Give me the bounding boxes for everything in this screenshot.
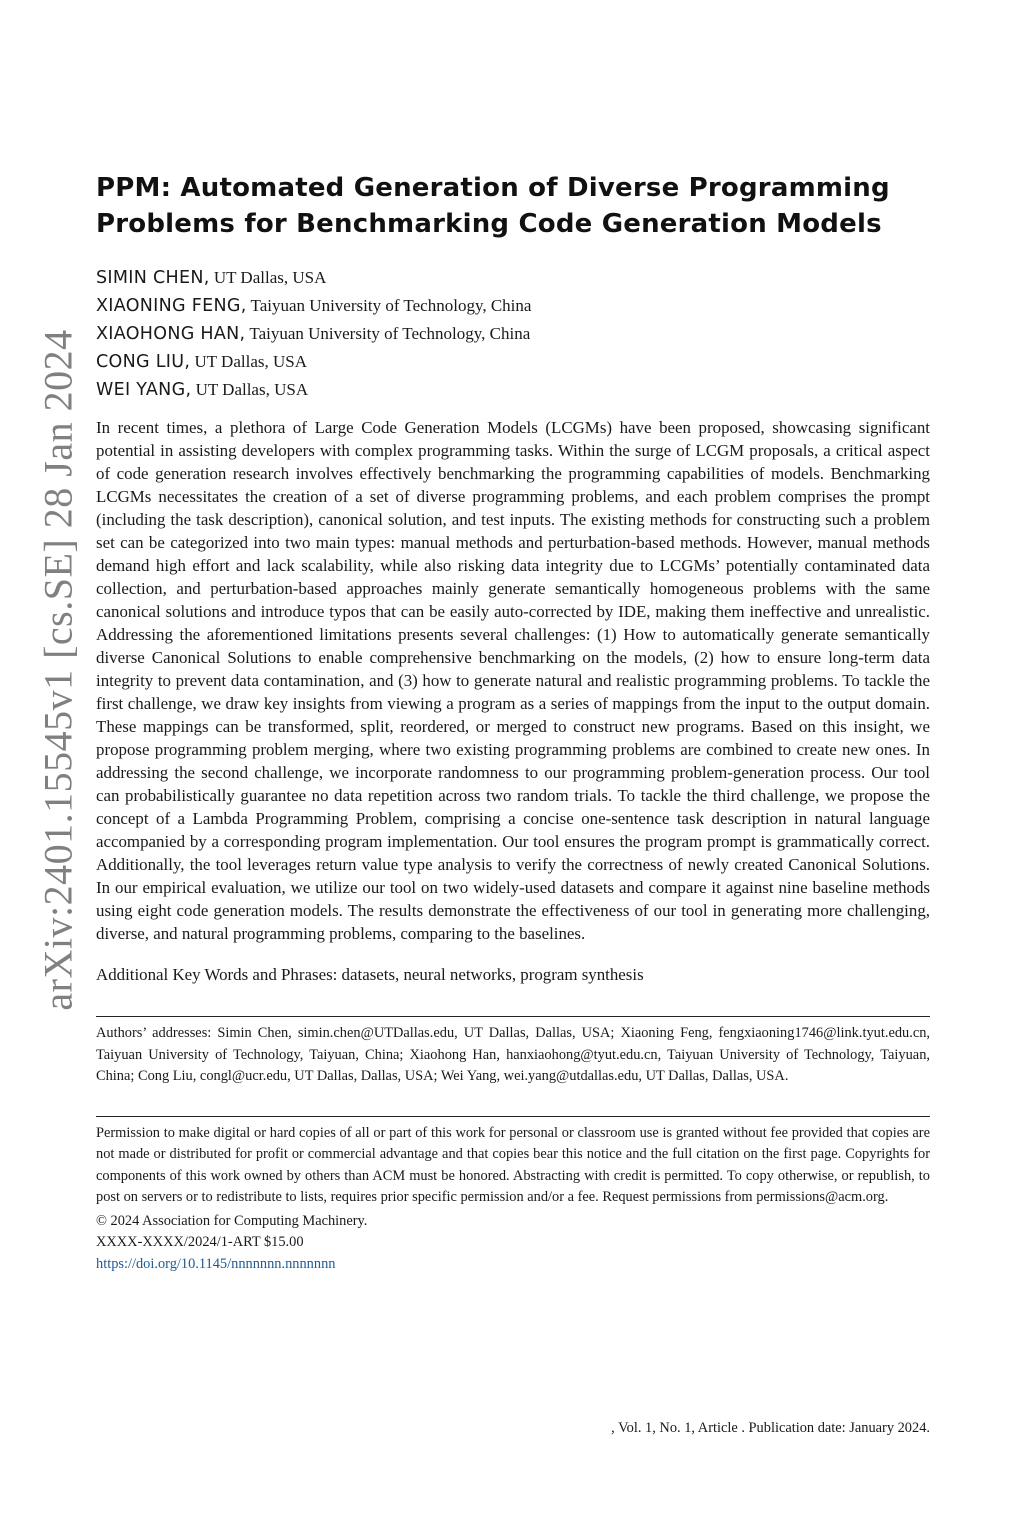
author-item — [96, 348, 930, 376]
page-footer: , Vol. 1, No. 1, Article . Publication date: January 2024. — [611, 1420, 930, 1436]
paper-first-page — [96, 170, 930, 1275]
author-item — [96, 264, 930, 292]
author-item — [96, 376, 930, 404]
permission-notice: Permission to make digital or hard copies of all or part of this work for personal or classroom use is granted without fee provided that copies are not made or distributed for profit or commercial advantage and that copies bear this notice and the full citation on the first page. Copyrights for components of this work owned by others than ACM must be honored. Abstracting with credit is permitted. To copy otherwise, or republish, to post on servers or to redistribute to lists, requires prior specific permission and/or a fee. Request permissions from permissions@acm.org. — [96, 1124, 930, 1205]
author-affiliation: UT Dallas, USA — [213, 268, 327, 287]
author-name: WEI YANG, — [96, 380, 192, 400]
doi-line — [96, 1254, 930, 1276]
author-name: CONG LIU, — [96, 352, 191, 372]
author-name: XIAONING FENG, — [96, 296, 247, 316]
keywords: Additional Key Words and Phrases: datasets, neural networks, program synthesis — [96, 965, 644, 984]
author-addresses: Authors’ addresses: Simin Chen, simin.chen@UTDallas.edu, UT Dallas, Dallas, USA; Xiaoning Feng, fengxiaoning1746@link.tyut.edu.cn, Taiyuan University of Technology, Taiyuan, China; Xiaohong Han, hanxiaohong@tyut.edu.cn, Taiyuan University of Technology, Taiyuan, China; Cong Liu, congl@ucr.edu, UT Dallas, Dallas, USA; Wei Yang, wei.yang@utdallas.edu, UT Dallas, Dallas, USA. — [96, 1025, 930, 1084]
author-list — [96, 264, 930, 404]
copyright-line: © 2024 Association for Computing Machinery. — [96, 1212, 368, 1229]
abstract: In recent times, a plethora of Large Code Generation Models (LCGMs) have been proposed, showcasing significant potential in assisting developers with complex programming tasks. Within the surge of LCGM proposals, a critical aspect of code generation research involves effectively benchmarking the programming capabilities of models. Benchmarking LCGMs necessitates the creation of a set of diverse programming problems, and each problem comprises the prompt (including the task description), canonical solution, and test inputs. The existing methods for constructing such a problem set can be categorized into two main types: manual methods and perturbation-based methods. However, manual methods demand high effort and lack scalability, while also risking data integrity due to LCGMs’ potentially contaminated data collection, and perturbation-based approaches mainly generate semantically homogeneous problems with the same canonical solutions and introduce typos that can be easily auto-corrected by IDE, making them ineffective and unrealistic. Addressing the aforementioned limitations presents several challenges: (1) How to automatically generate semantically diverse Canonical Solutions to enable comprehensive benchmarking on the models, (2) how to ensure long-term data integrity to prevent data contamination, and (3) how to generate natural and realistic programming problems. To tackle the first challenge, we draw key insights from viewing a program as a series of mappings from the input to the output domain. These mappings can be transformed, split, reordered, or merged to construct new programs. Based on this insight, we propose programming problem merging, where two existing programming problems are combined to create new ones. In addressing the second challenge, we incorporate randomness to our programming problem-generation process. Our tool can probabilistically guarantee no data repetition across two random trials. To tackle the third challenge, we propose the concept of a Lambda Programming Problem, comprising a concise one-sentence task description in natural language accompanied by a corresponding program implementation. Our tool ensures the program prompt is grammatically correct. Additionally, the tool leverages return value type analysis to verify the correctness of newly created Canonical Solutions. In our empirical evaluation, we utilize our tool on two widely-used datasets and compare it against nine baseline methods using eight code generation models. The results demonstrate the effectiveness of our tool in generating more challenging, diverse, and natural programming problems, comparing to the baselines. — [96, 418, 930, 943]
isbn-line: XXXX-XXXX/2024/1-ART $15.00 — [96, 1234, 304, 1250]
author-name: XIAOHONG HAN, — [96, 324, 246, 344]
author-affiliation: UT Dallas, USA — [194, 352, 307, 371]
footnote-divider — [96, 1016, 930, 1017]
author-affiliation: Taiyuan University of Technology, China — [250, 296, 532, 315]
author-affiliation: Taiyuan University of Technology, China — [249, 324, 531, 343]
arxiv-side-stamp: arXiv:2401.15545v1 [cs.SE] 28 Jan 2024 — [35, 329, 81, 1011]
paper-title — [96, 170, 930, 242]
permission-divider — [96, 1116, 930, 1117]
author-affiliation: UT Dallas, USA — [195, 380, 309, 399]
author-item — [96, 320, 930, 348]
author-name: SIMIN CHEN, — [96, 268, 210, 288]
title-line-1: PPM: Automated Generation of Diverse Programming — [96, 173, 890, 203]
author-item — [96, 292, 930, 320]
title-line-2: Problems for Benchmarking Code Generation Models — [96, 209, 882, 239]
doi-link[interactable]: https://doi.org/10.1145/nnnnnnn.nnnnnnn — [96, 1255, 336, 1272]
